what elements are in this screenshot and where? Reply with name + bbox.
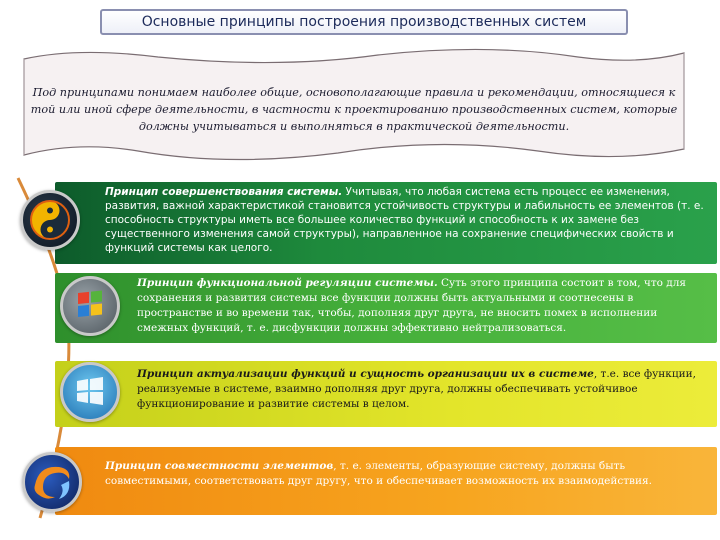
windows-logo-icon	[60, 276, 120, 336]
principle-band-4	[55, 447, 717, 515]
principle-band-2	[55, 273, 717, 343]
principle-1-text: Учитывая, что любая система есть процесс ее изменения, развития, важной характеристикой становится устойчивость структуры и лабильность ее элементов (т. е. способность структуры иметь все большее количество функций и способность к их замене без существенного изменения самой структуры), направленное на сохранение специфических свойств и функций системы как целого.	[105, 186, 704, 254]
page-title: Основные принципы построения производственных систем	[100, 9, 628, 35]
principle-3-text: , т.е. все функции, реализуемые в системе, взаимно дополняя друг друга, должны обеспечивать устойчивое функционирование и развитие системы в целом.	[137, 368, 696, 410]
yin-yang-icon	[20, 190, 80, 250]
principle-2-heading: Принцип функциональной регуляции системы.	[137, 277, 438, 289]
definition-text: Под принципами понимаем наиболее общие, основополагающие правила и рекомендации, относящиеся к той или иной сфере деятельности, в частности к проектированию производственных систем, которые должны учитываться и выполняться в практической деятельности.	[30, 86, 678, 133]
swirl-logo-icon	[22, 452, 82, 512]
definition-scroll	[18, 45, 690, 165]
principle-4-heading: Принцип совместности элементов	[105, 460, 334, 472]
principle-2-text: Суть этого принципа состоит в том, что для сохранения и развития системы все функции должны быть актуальными и соотнесены в пространстве и во времени так, чтобы, дополняя друг друга, не вносить помех в исполнении смежных функций, т. е. дисфункции должны эффективно нейтрализоваться.	[137, 277, 687, 334]
windows-flag-icon	[60, 362, 120, 422]
principle-band-3	[55, 361, 717, 427]
principle-1-heading: Принцип совершенствования системы.	[105, 186, 343, 198]
principle-4-text: , т. е. элементы, образующие систему, должны быть совместимыми, соответствовать друг другу, что и обеспечивает возможность их взаимодействия.	[105, 460, 652, 487]
principle-3-heading: Принцип актуализации функций и сущность организации их в системе	[137, 368, 594, 380]
principle-band-1	[55, 182, 717, 264]
